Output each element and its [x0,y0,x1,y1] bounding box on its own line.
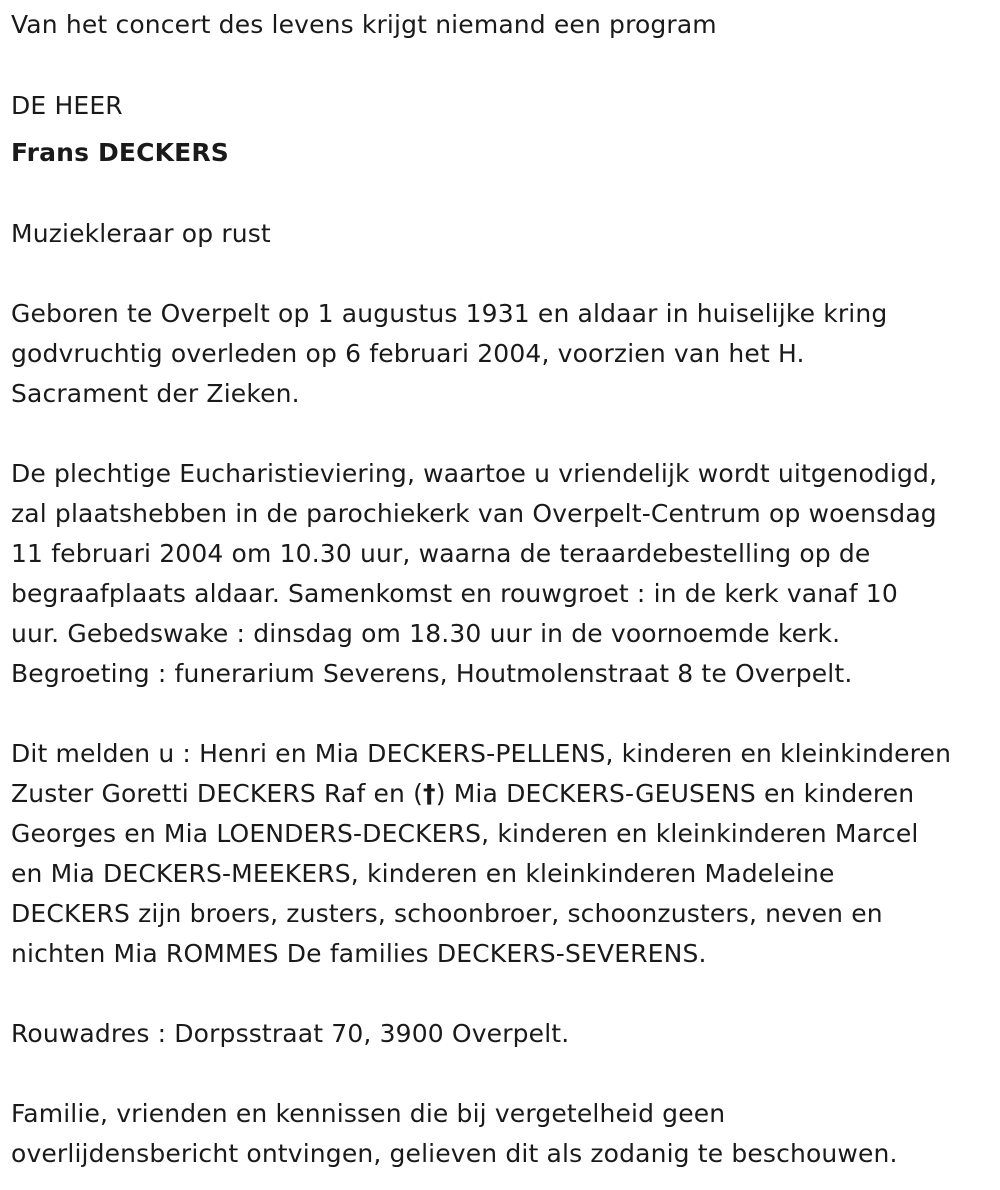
cross-icon: † [423,779,436,808]
text-line: en Mia DECKERS-MEEKERS, kinderen en kleinkinderen Madeleine [11,859,835,888]
text-line: godvruchtig overleden op 6 februari 2004, voorzien van het H. [11,339,805,368]
title-prefix: DE HEER [11,91,123,120]
deceased-name: Frans DECKERS [11,138,229,167]
text-line: Geboren te Overpelt op 1 augustus 1931 en aldaar in huiselijke kring [11,299,888,328]
text-line: Familie, vrienden en kennissen die bij vergetelheid geen [11,1099,726,1128]
motto-line: Van het concert des levens krijgt niemand een program [11,10,717,39]
text-segment: Zuster Goretti DECKERS Raf en ( [11,779,424,808]
text-line: Sacrament der Zieken. [11,379,300,408]
text-line: Begroeting : funerarium Severens, Houtmolenstraat 8 te Overpelt. [11,659,853,688]
text-line: nichten Mia ROMMES De families DECKERS-SEVERENS. [11,939,707,968]
text-line: 11 februari 2004 om 10.30 uur, waarna de teraardebestelling op de [11,539,871,568]
text-line: Georges en Mia LOENDERS-DECKERS, kinderen en kleinkinderen Marcel [11,819,919,848]
text-line: DECKERS zijn broers, zusters, schoonbroer, schoonzusters, neven en [11,899,883,928]
text-line: De plechtige Eucharistieviering, waartoe u vriendelijk wordt uitgenodigd, [11,459,938,488]
text-line [11,774,914,814]
text-line: uur. Gebedswake : dinsdag om 18.30 uur in de voornoemde kerk. [11,619,841,648]
occupation: Muziekleraar op rust [11,219,271,248]
mourning-address: Rouwadres : Dorpsstraat 70, 3900 Overpelt. [11,1019,570,1048]
text-line: overlijdensbericht ontvingen, gelieven dit als zodanig te beschouwen. [11,1139,898,1168]
text-line: zal plaatshebben in de parochiekerk van Overpelt-Centrum op woensdag [11,499,937,528]
text-line: Dit melden u : Henri en Mia DECKERS-PELLENS, kinderen en kleinkinderen [11,739,952,768]
text-segment: ) Mia DECKERS-GEUSENS en kinderen [435,779,915,808]
text-line: begraafplaats aldaar. Samenkomst en rouwgroet : in de kerk vanaf 10 [11,579,898,608]
